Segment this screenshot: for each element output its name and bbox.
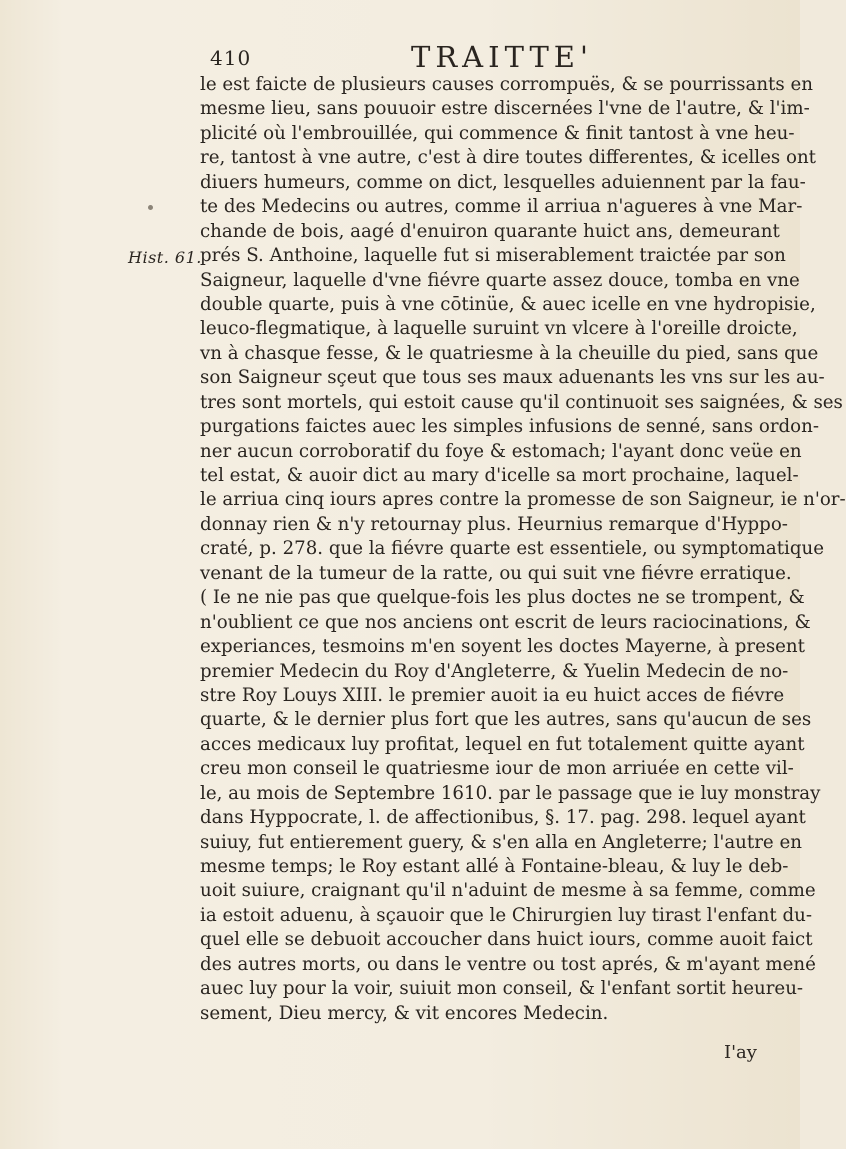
- text-line: le est faicte de plusieurs causes corrompuës, & se pourrissants en: [200, 74, 813, 95]
- text-line: vn à chasque fesse, & le quatriesme à la cheuille du pied, sans que: [200, 342, 819, 364]
- text-line: plicité où l'embrouillée, qui commence & finit tantost à vne heu-: [200, 122, 795, 144]
- text-line: Saigneur, laquelle d'vne fiévre quarte assez douce, tomba en vne: [200, 269, 800, 291]
- text-line: premier Medecin du Roy d'Angleterre, & Yuelin Medecin de no-: [200, 660, 789, 682]
- text-line: tel estat, & auoir dict au mary d'icelle sa mort prochaine, laquel-: [200, 465, 799, 486]
- text-line: double quarte, puis à vne cōtinüe, & auec icelle en vne hydropisie,: [200, 293, 816, 315]
- catchword: I'ay: [724, 1042, 757, 1063]
- text-line: stre Roy Louys XIII. le premier auoit ia eu huict acces de fiévre: [200, 684, 785, 706]
- text-line: chande de bois, aagé d'enuiron quarante huict ans, demeurant: [200, 220, 780, 242]
- page-number: 410: [210, 46, 252, 70]
- text-line: auec luy pour la voir, suiuit mon conseil, & l'enfant sortit heureu-: [200, 978, 804, 1000]
- text-line: uoit suiure, craignant qu'il n'aduint de mesme à sa femme, comme: [200, 880, 816, 902]
- text-line: leuco-flegmatique, à laquelle suruint vn vlcere à l'oreille droicte,: [200, 318, 798, 340]
- text-line: sement, Dieu mercy, & vit encores Medecin.: [200, 1002, 609, 1024]
- text-line: craté, p. 278. que la fiévre quarte est essentiele, ou symptomatique: [200, 538, 824, 560]
- text-line: ner aucun corroboratif du foye & estomach; l'ayant donc veüe en: [200, 440, 802, 462]
- text-line: venant de la tumeur de la ratte, ou qui suit vne fiévre erratique.: [200, 562, 792, 584]
- margin-note: Hist. 61.: [128, 248, 202, 267]
- text-line: quel elle se debuoit accoucher dans huict iours, comme auoit faict: [200, 929, 813, 951]
- text-line: mesme temps; le Roy estant allé à Fontaine-bleau, & luy le deb-: [200, 856, 789, 877]
- text-line: quarte, & le dernier plus fort que les autres, sans qu'aucun de ses: [200, 709, 812, 731]
- body-text: [200, 73, 846, 1026]
- text-line: purgations faictes auec les simples infusions de senné, sans ordon-: [200, 416, 819, 438]
- text-line: te des Medecins ou autres, comme il arriua n'agueres à vne Mar-: [200, 196, 803, 218]
- text-line: le, au mois de Septembre 1610. par le passage que ie luy monstray: [200, 782, 821, 804]
- text-line: dans Hyppocrate, l. de affectionibus, §. 17. pag. 298. lequel ayant: [200, 807, 806, 829]
- text-line: ( Ie ne nie pas que quelque-fois les plus doctes ne se trompent, &: [200, 587, 805, 609]
- text-line: donnay rien & n'y retournay plus. Heurnius remarque d'Hyppo-: [200, 513, 788, 535]
- running-title: TRAITTE': [411, 40, 593, 74]
- text-line: acces medicaux luy profitat, lequel en fut totalement quitte ayant: [200, 733, 805, 755]
- text-line: prés S. Anthoine, laquelle fut si miserablement traictée par son: [200, 245, 786, 267]
- text-line: diuers humeurs, comme on dict, lesquelles aduiennent par la fau-: [200, 171, 806, 193]
- text-line: le arriua cinq iours apres contre la promesse de son Saigneur, ie n'or-: [200, 489, 846, 511]
- text-line: mesme lieu, sans pouuoir estre discernées l'vne de l'autre, & l'im-: [200, 98, 810, 120]
- text-line: experiances, tesmoins m'en soyent les doctes Mayerne, à present: [200, 636, 805, 658]
- text-line: creu mon conseil le quatriesme iour de mon arriuée en cette vil-: [200, 758, 794, 780]
- text-line: ia estoit aduenu, à sçauoir que le Chirurgien luy tirast l'enfant du-: [200, 904, 812, 926]
- text-line: re, tantost à vne autre, c'est à dire toutes differentes, & icelles ont: [200, 147, 816, 169]
- text-line: suiuy, fut entierement guery, & s'en alla en Angleterre; l'autre en: [200, 831, 802, 853]
- text-line: des autres morts, ou dans le ventre ou tost aprés, & m'ayant mené: [200, 953, 816, 975]
- text-line: n'oublient ce que nos anciens ont escrit de leurs raciocinations, &: [200, 611, 811, 633]
- text-line: tres sont mortels, qui estoit cause qu'il continuoit ses saignées, & ses: [200, 391, 843, 413]
- page-header: [196, 36, 766, 74]
- text-line: son Saigneur sçeut que tous ses maux aduenants les vns sur les au-: [200, 367, 825, 389]
- margin-dot-icon: [148, 205, 153, 210]
